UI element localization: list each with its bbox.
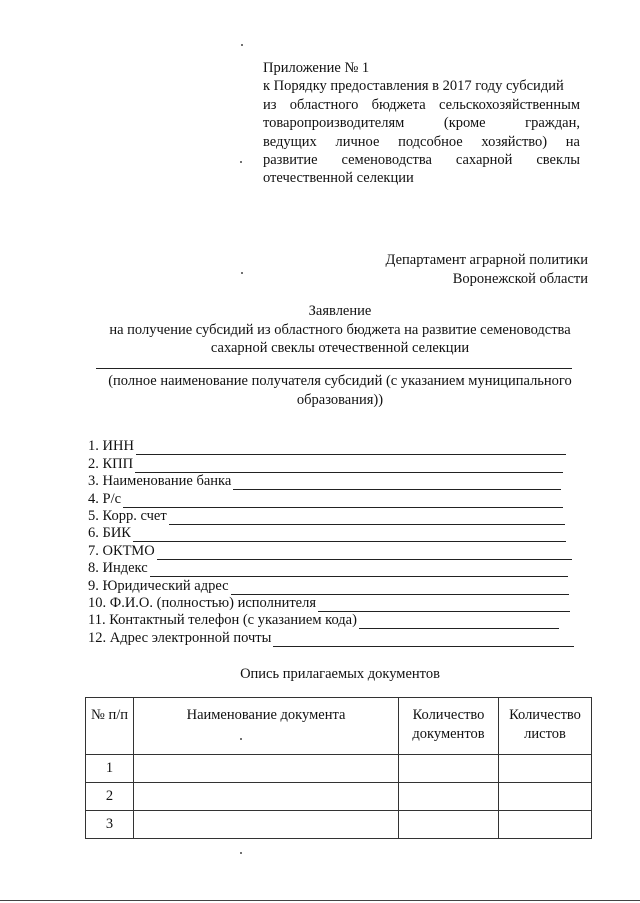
- scan-speck: [240, 852, 242, 854]
- table-header-row: [86, 698, 592, 755]
- field-label: 1. ИНН: [88, 438, 134, 455]
- appendix-line: развитие семеноводства сахарной свеклы: [263, 152, 580, 169]
- inventory-title: Опись прилагаемых документов: [240, 666, 440, 682]
- field-phone: [88, 612, 588, 629]
- field-inn: [88, 438, 588, 455]
- header-line: Количество: [509, 707, 581, 723]
- document-count-cell[interactable]: [399, 783, 499, 811]
- scan-speck: [241, 44, 243, 46]
- field-bik: [88, 525, 588, 542]
- bank-name-input-line[interactable]: [233, 476, 561, 490]
- sheet-count-cell[interactable]: [499, 755, 592, 783]
- table-row: [86, 811, 592, 839]
- sheet-count-cell[interactable]: [499, 783, 592, 811]
- recipient-name-caption: [60, 372, 620, 409]
- column-header-doc-count: [399, 698, 499, 755]
- row-number: 1: [86, 755, 134, 783]
- sheet-count-cell[interactable]: [499, 811, 592, 839]
- field-label: 11. Контактный телефон (с указанием кода): [88, 612, 357, 629]
- caption-line: образования)): [296, 391, 384, 408]
- field-corr-account: [88, 508, 588, 525]
- appendix-line: из областного бюджета сельскохозяйственным: [263, 96, 580, 113]
- caption-line: (полное наименование получателя субсидий (с указанием муниципального: [108, 373, 572, 389]
- field-executor-name: [88, 595, 588, 612]
- appendix-line: отечественной селекции: [263, 170, 414, 187]
- executor-name-input-line[interactable]: [318, 598, 570, 612]
- header-line: документов: [412, 725, 485, 742]
- statement-subtitle-line: сахарной свеклы отечественной селекции: [210, 340, 470, 356]
- field-oktmo: [88, 542, 588, 559]
- row-number: 2: [86, 783, 134, 811]
- field-index: [88, 560, 588, 577]
- field-label: 2. КПП: [88, 455, 134, 472]
- corr-account-input-line[interactable]: [169, 511, 565, 525]
- appendix-line: товаропроизводителям (кроме граждан,: [263, 115, 580, 132]
- scan-speck: [240, 161, 242, 163]
- email-input-line[interactable]: [273, 633, 574, 647]
- appendix-reference: [263, 59, 580, 188]
- documents-table: [85, 697, 592, 839]
- table-row: [86, 783, 592, 811]
- scan-speck: [241, 272, 243, 274]
- field-account: [88, 490, 588, 507]
- account-input-line[interactable]: [123, 494, 563, 508]
- phone-input-line[interactable]: [359, 615, 559, 629]
- scan-speck: [240, 738, 242, 740]
- table-row: [86, 755, 592, 783]
- header-line: Количество: [412, 707, 485, 723]
- header-line: листов: [524, 725, 566, 742]
- field-label: 12. Адрес электронной почты: [88, 629, 272, 646]
- addressee-line: Воронежской области: [452, 270, 588, 287]
- oktmo-input-line[interactable]: [157, 546, 572, 560]
- field-label: 7. ОКТМО: [88, 542, 155, 559]
- field-label: 4. Р/с: [88, 490, 122, 507]
- appendix-title: Приложение № 1: [263, 60, 370, 76]
- statement-title: [40, 302, 640, 358]
- field-label: 6. БИК: [88, 525, 131, 542]
- field-label: 5. Корр. счет: [88, 507, 167, 524]
- document-name-cell[interactable]: [134, 811, 399, 839]
- field-email: [88, 629, 588, 646]
- legal-address-input-line[interactable]: [231, 581, 569, 595]
- document-name-cell[interactable]: [134, 783, 399, 811]
- column-header-name: Наименование документа: [134, 698, 399, 755]
- kpp-input-line[interactable]: [135, 459, 563, 473]
- document-count-cell[interactable]: [399, 755, 499, 783]
- index-input-line[interactable]: [150, 563, 568, 577]
- field-bank-name: [88, 473, 588, 490]
- document-count-cell[interactable]: [399, 811, 499, 839]
- inn-input-line[interactable]: [136, 441, 566, 455]
- bik-input-line[interactable]: [133, 528, 566, 542]
- row-number: 3: [86, 811, 134, 839]
- field-label: 10. Ф.И.О. (полностью) исполнителя: [88, 594, 317, 611]
- addressee: [386, 251, 588, 288]
- column-header-num: № п/п: [86, 698, 134, 755]
- column-header-sheet-count: [499, 698, 592, 755]
- field-label: 8. Индекс: [88, 560, 148, 577]
- requisites-form: [88, 438, 588, 647]
- field-label: 3. Наименование банка: [88, 473, 232, 490]
- document-name-cell[interactable]: [134, 755, 399, 783]
- field-kpp: [88, 455, 588, 472]
- statement-subtitle-line: на получение субсидий из областного бюджета на развитие семеноводства: [109, 321, 571, 338]
- statement-heading: Заявление: [308, 303, 372, 319]
- field-label: 9. Юридический адрес: [88, 577, 229, 594]
- appendix-line: ведущих личное подсобное хозяйство) на: [263, 133, 580, 150]
- recipient-name-line[interactable]: [96, 368, 572, 369]
- appendix-line: к Порядку предоставления в 2017 году субсидий: [263, 78, 564, 95]
- field-legal-address: [88, 577, 588, 594]
- addressee-line: Департамент аграрной политики: [385, 252, 588, 268]
- page-bottom-rule: [0, 900, 640, 901]
